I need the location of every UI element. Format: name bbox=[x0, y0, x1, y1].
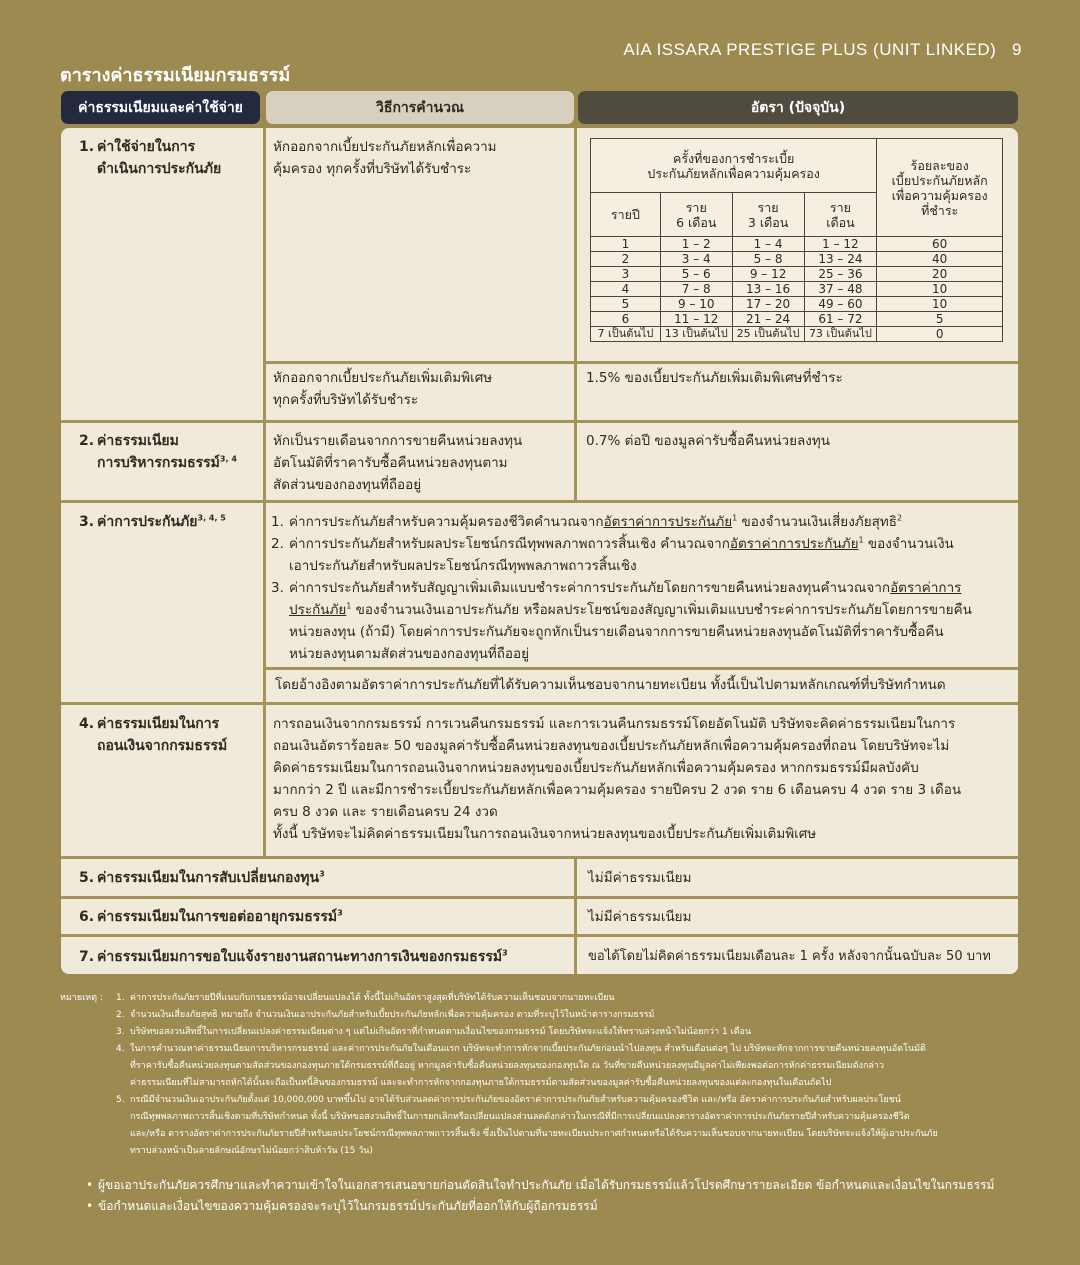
rate-table-cell: 9 – 10 bbox=[660, 297, 732, 312]
fee-name-3: 3. ค่าการประกันภัย$^{3, 4, 5}$ bbox=[79, 513, 226, 530]
note-item: 4. ในการคำนวณหาค่าธรรมเนียมการบริหารกรมธรรม์ และค่าการประกันภัยในเดือนแรก บริษัทจะทำการหักจากเบี้ยประกันภัยก่อนนำไปลงทุน สำหรับเดือนต่อๆ ไป บริษัทจะหักจากการขายคืนหน่วยลงทุนอัตโนมัติ ที่ราคารับซื้อคืนหน่วยลงทุนตามสัดส่วนของกองทุนภายใต้กรมธรรม์ที่ถืออยู่ หากมูลค่ารับซื้อคืนหน่วยลงทุนของกองทุนใด ณ วันที่ขายคืนหน่วยลงทุนมีมูลค่าไม่เพียงพอต่อการหักค่าธรรมเนียมดังกล่าว ค่าธรรมเนียมที่ไม่สามารถหักได้นั้นจะถือเป็นหนี้สินของกรมธรรม์ และจะทำการหักจากกองทุนภายใต้กรมธรรม์ตามสัดส่วนของมูลค่ารับซื้อคืนหน่วยลงทุนของแต่ละกองทุนในเดือนถัดไป bbox=[116, 1044, 926, 1088]
rate-table-cell: 7 เป็นต้นไป bbox=[591, 327, 661, 342]
rate-table-cell: 13 – 24 bbox=[804, 252, 877, 267]
rate-table-cell: 9 – 12 bbox=[732, 267, 804, 282]
rate-table bbox=[590, 138, 1003, 342]
rate-table-cell: 60 bbox=[877, 237, 1003, 252]
rate-table-cell: 0 bbox=[877, 327, 1003, 342]
rate-table-cell: 3 bbox=[591, 267, 661, 282]
rate-table-cell: 73 เป็นต้นไป bbox=[804, 327, 877, 342]
notes-list bbox=[116, 990, 1041, 1160]
rate-table-cell: 17 – 20 bbox=[732, 297, 804, 312]
rate-table-cell: 6 bbox=[591, 312, 661, 327]
rate-table-cell: 25 เป็นต้นไป bbox=[732, 327, 804, 342]
rate-table-cell: 37 – 48 bbox=[804, 282, 877, 297]
fee-table bbox=[61, 128, 1018, 974]
rate-table-cell: 3 – 4 bbox=[660, 252, 732, 267]
rate-table-row bbox=[591, 267, 1003, 282]
rate-link[interactable]: ประกันภัย bbox=[289, 602, 347, 618]
rate-table-row bbox=[591, 282, 1003, 297]
bullet-item: • ผู้ขอเอาประกันภัยควรศึกษาและทำความเข้าใจในเอกสารเสนอขายก่อนตัดสินใจทำประกันภัย เมื่อได้รับกรมธรรม์แล้วโปรดศึกษารายละเอียด ข้อกำหนดและเงื่อนไขในกรมธรรม์ bbox=[86, 1175, 994, 1196]
column-header-fees: ค่าธรรมเนียมและค่าใช้จ่าย bbox=[61, 91, 260, 124]
rate-table-row bbox=[591, 297, 1003, 312]
withdrawal-fee-text: การถอนเงินจากกรมธรรม์ การเวนคืนกรมธรรม์ และการเวนคืนกรมธรรม์โดยอัตโนมัติ บริษัทจะคิดค่าธรรมเนียมในการ ถอนเงินอัตราร้อยละ 50 ของมูลค่ารับซื้อคืนหน่วยลงทุนของเบี้ยประกันภัยหลักเพื่อความคุ้มครองที่ถอน โดยบริษัทจะไม่ คิดค่าธรรมเนียมในการถอนเงินจากหน่วยลงทุนของเบี้ยประกันภัยหลักเพื่อความคุ้มครอง หากกรมธรรม์มีผลบังคับ มากกว่า 2 ปี และมีการชำระเบี้ยประกันภัยหลักเพื่อความคุ้มครอง รายปีครบ 2 งวด ราย 6 เดือนครบ 4 งวด ราย 3 เดือน ครบ 8 งวด และ รายเดือนครบ 24 งวด ทั้งนี้ บริษัทจะไม่คิดค่าธรรมเนียมในการถอนเงินจากหน่วยลงทุนของเบี้ยประกันภัยเพิ่มเติมพิเศษ bbox=[273, 716, 962, 842]
note-item: 1. ค่าการประกันภัยรายปีที่แนบกับกรมธรรม์อาจเปลี่ยนแปลงได้ ทั้งนี้ไม่เกินอัตราสูงสุดที่บริษัทได้รับความเห็นชอบจากนายทะเบียน bbox=[116, 993, 615, 1003]
rate-table-row bbox=[591, 327, 1003, 342]
insurance-cost-item-1: 1. ค่าการประกันภัยสำหรับความคุ้มครองชีวิตคำนวณจากอัตราค่าการประกันภัย$^1$ ของจำนวนเงินเสี่ยงภัยสุทธิ$^2$ bbox=[271, 513, 903, 530]
rate-table-cell: 7 – 8 bbox=[660, 282, 732, 297]
bullet-item: • ข้อกำหนดและเงื่อนไขของความคุ้มครองจะระบุไว้ในกรมธรรม์ประกันภัยที่ออกให้กับผู้ถือกรมธรรม์ bbox=[86, 1196, 994, 1217]
method-1a: หักออกจากเบี้ยประกันภัยหลักเพื่อความ คุ้มครอง ทุกครั้งที่บริษัทได้รับชำระ bbox=[273, 139, 497, 177]
rate-table-cell: 1 bbox=[591, 237, 661, 252]
insurance-cost-list bbox=[271, 511, 1006, 665]
insurance-cost-footer: โดยอ้างอิงตามอัตราค่าการประกันภัยที่ได้รับความเห็นชอบจากนายทะเบียน ทั้งนี้เป็นไปตามหลักเกณฑ์ที่บริษัทกำหนด bbox=[275, 677, 946, 693]
fee-name-2: 2. ค่าธรรมเนียม การบริหารกรมธรรม์$^{3, 4}$ bbox=[79, 433, 237, 471]
rate-5: ไม่มีค่าธรรมเนียม bbox=[588, 870, 692, 886]
rate-table-cell: 13 – 16 bbox=[732, 282, 804, 297]
rate-link[interactable]: อัตราค่าการประกันภัย bbox=[729, 536, 859, 552]
rate-table-sub-yearly: รายปี bbox=[591, 193, 661, 237]
rate-table-cell: 5 – 6 bbox=[660, 267, 732, 282]
rate-table-row bbox=[591, 312, 1003, 327]
insurance-cost-item-3: 3. ค่าการประกันภัยสำหรับสัญญาเพิ่มเติมแบบชำระค่าการประกันภัยโดยการขายคืนหน่วยลงทุนคำนวณจากอัตราค่าการ ประกันภัย$^1$ ของจำนวนเงินเอาประกันภัย หรือผลประโยชน์ของสัญญาเพิ่มเติมแบบชำระค่าการประกันภัยโดยการขายคืน หน่วยลงทุน (ถ้ามี) โดยค่าการประกันภัยจะถูกหักเป็นรายเดือนจากการขายคืนหน่วยลงทุนอัตโนมัติที่ราคารับซื้อคืน หน่วยลงทุนตามสัดส่วนของกองทุนที่ถืออยู่ bbox=[271, 580, 972, 662]
rate-table-cell: 11 – 12 bbox=[660, 312, 732, 327]
rate-table-cell: 1 – 4 bbox=[732, 237, 804, 252]
rate-table-sub-monthly: ราย เดือน bbox=[804, 193, 877, 237]
rate-table-cell: 25 – 36 bbox=[804, 267, 877, 282]
rate-table-cell: 13 เป็นต้นไป bbox=[660, 327, 732, 342]
rate-table-cell: 4 bbox=[591, 282, 661, 297]
column-headers bbox=[61, 91, 1018, 124]
note-item: 3. บริษัทขอสงวนสิทธิ์ในการเปลี่ยนแปลงค่าธรรมเนียมต่าง ๆ แต่ไม่เกินอัตราที่กำหนดตามเงื่อนไขของกรมธรรม์ โดยบริษัทจะแจ้งให้ทราบล่วงหน้าไม่น้อยกว่า 1 เดือน bbox=[116, 1027, 752, 1037]
rate-table-cell: 5 – 8 bbox=[732, 252, 804, 267]
rate-table-cell: 61 – 72 bbox=[804, 312, 877, 327]
rate-2: 0.7% ต่อปี ของมูลค่ารับซื้อคืนหน่วยลงทุน bbox=[586, 433, 830, 449]
rate-link[interactable]: อัตราค่าการ bbox=[890, 580, 962, 596]
rate-table-sub-6m: ราย 6 เดือน bbox=[660, 193, 732, 237]
rate-table-cell: 40 bbox=[877, 252, 1003, 267]
rate-6: ไม่มีค่าธรรมเนียม bbox=[588, 909, 692, 925]
column-header-rate: อัตรา (ปัจจุบัน) bbox=[578, 91, 1018, 124]
rate-table-cell: 1 – 12 bbox=[804, 237, 877, 252]
rate-table-cell: 2 bbox=[591, 252, 661, 267]
rate-7: ขอได้โดยไม่คิดค่าธรรมเนียมเดือนละ 1 ครั้ง หลังจากนั้นฉบับละ 50 บาท bbox=[588, 949, 991, 964]
rate-table-cell: 49 – 60 bbox=[804, 297, 877, 312]
rate-table-sub-3m: ราย 3 เดือน bbox=[732, 193, 804, 237]
insurance-cost-item-2: 2. ค่าการประกันภัยสำหรับผลประโยชน์กรณีทุพพลภาพถาวรสิ้นเชิง คำนวณจากอัตราค่าการประกันภัย$^1$ ของจำนวนเงิน เอาประกันภัยสำหรับผลประโยชน์กรณีทุพพลภาพถาวรสิ้นเชิง bbox=[271, 535, 954, 574]
rate-table-cell: 20 bbox=[877, 267, 1003, 282]
note-item: 2. จำนวนเงินเสี่ยงภัยสุทธิ หมายถึง จำนวนเงินเอาประกันภัยสำหรับเบี้ยประกันภัยหลักเพื่อความคุ้มครอง ตามที่ระบุไว้ในหน้าตารางกรมธรรม์ bbox=[116, 1010, 655, 1020]
rate-table-head-pct: ร้อยละของ เบี้ยประกันภัยหลัก เพื่อความคุ้มครอง ที่ชำระ bbox=[877, 139, 1003, 237]
method-1b: หักออกจากเบี้ยประกันภัยเพิ่มเติมพิเศษ ทุกครั้งที่บริษัทได้รับชำระ bbox=[273, 370, 493, 408]
rate-table-cell: 21 – 24 bbox=[732, 312, 804, 327]
rate-table-cell: 10 bbox=[877, 297, 1003, 312]
disclaimer-bullets bbox=[86, 1175, 994, 1217]
rate-table-cell: 5 bbox=[591, 297, 661, 312]
rate-table-row bbox=[591, 237, 1003, 252]
column-header-method: วิธีการคำนวณ bbox=[266, 91, 574, 124]
fee-name-5: 5. ค่าธรรมเนียมในการสับเปลี่ยนกองทุน$^3$ bbox=[79, 869, 325, 886]
page-header bbox=[623, 40, 1022, 60]
notes-label: หมายเหตุ : bbox=[60, 993, 103, 1003]
fee-name-6: 6. ค่าธรรมเนียมในการขอต่ออายุกรมธรรม์$^3$ bbox=[79, 908, 343, 925]
rate-table-head-group: ครั้งที่ของการชำระเบี้ย ประกันภัยหลักเพื่อความคุ้มครอง bbox=[591, 139, 877, 193]
fee-name-7: 7. ค่าธรรมเนียมการขอใบแจ้งรายงานสถานะทางการเงินของกรมธรรม์$^3$ bbox=[79, 948, 508, 965]
product-name: AIA ISSARA PRESTIGE PLUS (UNIT LINKED) bbox=[623, 40, 997, 59]
rate-table-cell: 1 – 2 bbox=[660, 237, 732, 252]
fee-name-4: 4. ค่าธรรมเนียมในการ ถอนเงินจากกรมธรรม์ bbox=[79, 716, 228, 754]
rate-table-cell: 5 bbox=[877, 312, 1003, 327]
rate-link[interactable]: อัตราค่าการประกันภัย bbox=[603, 514, 733, 530]
fee-name-1: 1. ค่าใช้จ่ายในการ ดำเนินการประกันภัย bbox=[79, 139, 222, 177]
page-number: 9 bbox=[1012, 40, 1022, 59]
note-item: 5. กรณีมีจำนวนเงินเอาประกันภัยตั้งแต่ 10,000,000 บาทขึ้นไป อาจได้รับส่วนลดค่าการประกันภัยของอัตราค่าการประกันภัยสำหรับความคุ้มครองชีวิต และ/หรือ อัตราค่าการประกันภัยสำหรับผลประโยชน์ กรณีทุพพลภาพถาวรสิ้นเชิงตามที่บริษัทกำหนด ทั้งนี้ บริษัทขอสงวนสิทธิ์ในการยกเลิกหรือเปลี่ยนแปลงส่วนลดดังกล่าวในกรณีที่มีการเปลี่ยนแปลงตารางอัตราค่าการประกันภัยรายปีสำหรับความคุ้มครองชีวิต และ/หรือ ตารางอัตราค่าการประกันภัยรายปีสำหรับผลประโยชน์กรณีทุพพลภาพถาวรสิ้นเชิง ซึ่งเป็นไปตามที่นายทะเบียนประกาศกำหนดหรือได้รับความเห็นชอบจากนายทะเบียน โดยบริษัทจะแจ้งให้ผู้เอาประกันภัย ทราบล่วงหน้าเป็นลายลักษณ์อักษรไม่น้อยกว่าสิบห้าวัน (15 วัน) bbox=[116, 1095, 938, 1156]
rate-table-cell: 10 bbox=[877, 282, 1003, 297]
method-2: หักเป็นรายเดือนจากการขายคืนหน่วยลงทุน อัตโนมัติที่ราคารับซื้อคืนหน่วยลงทุนตาม สัดส่วนของกองทุนที่ถืออยู่ bbox=[273, 433, 523, 493]
rate-table-row bbox=[591, 252, 1003, 267]
page-title: ตารางค่าธรรมเนียมกรมธรรม์ bbox=[60, 65, 291, 86]
rate-1b: 1.5% ของเบี้ยประกันภัยเพิ่มเติมพิเศษที่ชำระ bbox=[586, 370, 843, 386]
